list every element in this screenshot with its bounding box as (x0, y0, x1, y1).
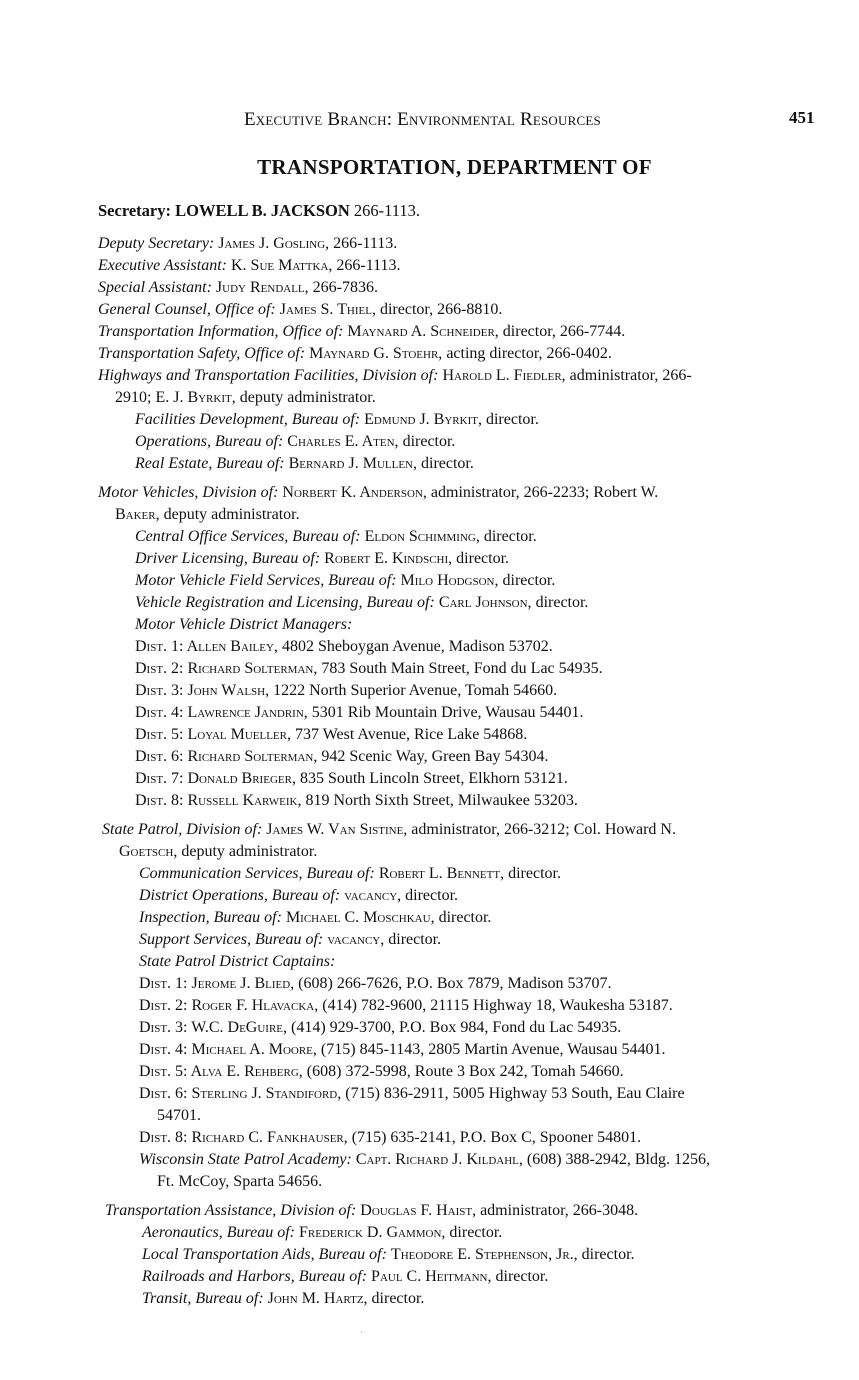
office-title: Transportation Assistance, Division of: (105, 1202, 357, 1219)
directory-line (98, 387, 816, 409)
directory-line (98, 299, 816, 321)
directory-line (98, 453, 816, 475)
directory-line (98, 746, 816, 768)
directory-line (98, 570, 816, 592)
details: 266-1113. (336, 257, 401, 274)
directory-line (98, 365, 816, 387)
person-name: Dist. 3: John Walsh, (135, 682, 270, 699)
details: 942 Scenic Way, Green Bay 54304. (321, 748, 549, 765)
secretary-name: Secretary: LOWELL B. JACKSON (98, 201, 350, 220)
details: 737 West Avenue, Rice Lake 54868. (295, 726, 528, 743)
details: administrator, 266-3048. (480, 1202, 639, 1219)
office-title: Driver Licensing, Bureau of: (135, 550, 321, 567)
page-number: 451 (789, 108, 815, 127)
details: (715) 635-2141, P.O. Box C, Spooner 54801. (351, 1129, 642, 1146)
details: (608) 388-2942, Bldg. 1256, (526, 1151, 710, 1168)
details: director, 266-8810. (379, 301, 503, 318)
details: deputy administrator. (181, 843, 318, 860)
directory-line (98, 790, 816, 812)
details: (715) 836-2911, 5005 Highway 53 South, Eau Claire (345, 1085, 685, 1102)
person-name: Dist. 4: Lawrence Jandrin, (135, 704, 308, 721)
directory-line (98, 929, 816, 951)
details: 1222 North Superior Avenue, Tomah 54660. (273, 682, 558, 699)
directory-line (98, 841, 816, 863)
section-gap (98, 475, 816, 482)
secretary-phone: 266-1113. (353, 201, 421, 220)
details: 54701. (157, 1107, 201, 1124)
person-name: John M. Hartz, (267, 1290, 368, 1307)
person-name: Dist. 1: Allen Bailey, (135, 638, 278, 655)
person-name: James W. Van Sistine, (266, 821, 408, 838)
directory-line (98, 409, 816, 431)
person-name: Carl Johnson, (438, 594, 532, 611)
person-name: Dist. 8: Richard C. Fankhauser, (139, 1129, 348, 1146)
person-name: Maynard A. Schneider, (347, 323, 499, 340)
details: 266-7836. (312, 279, 378, 296)
person-name: Charles E. Aten, (287, 433, 399, 450)
office-title: Operations, Bureau of: (135, 433, 284, 450)
person-name: Dist. 6: Richard Solterman, (135, 748, 318, 765)
details: director. (535, 594, 589, 611)
person-name: vacancy, (327, 931, 385, 948)
directory-line (98, 321, 816, 343)
directory-line (98, 702, 816, 724)
office-title: District Operations, Bureau of: (139, 887, 341, 904)
person-name: Eldon Schimming, (364, 528, 480, 545)
details: 4802 Sheboygan Avenue, Madison 53702. (281, 638, 553, 655)
office-title: Motor Vehicles, Division of: (98, 484, 279, 501)
running-head-section: Environmental Resources (397, 109, 601, 130)
directory-line (98, 526, 816, 548)
person-name: Dist. 2: Roger F. Hlavacka, (139, 997, 319, 1014)
person-name: Douglas F. Haist, (360, 1202, 477, 1219)
office-title: Motor Vehicle Field Services, Bureau of: (135, 572, 397, 589)
office-title: Support Services, Bureau of: (139, 931, 324, 948)
person-name: 2910; E. J. Byrkit, (115, 389, 236, 406)
details: (414) 782-9600, 21115 Highway 18, Waukesha 53187. (322, 997, 673, 1014)
person-name: Milo Hodgson, (400, 572, 499, 589)
details: director. (371, 1290, 425, 1307)
details: Ft. McCoy, Sparta 54656. (157, 1173, 323, 1190)
running-head (244, 109, 601, 131)
directory-line (98, 277, 816, 299)
details: administrator, 266-3212; Col. Howard N. (411, 821, 676, 838)
directory-line (98, 482, 816, 504)
person-name: Dist. 4: Michael A. Moore, (139, 1041, 317, 1058)
directory-line (98, 548, 816, 570)
office-title: Executive Assistant: (98, 257, 227, 274)
person-name: James J. Gosling, (218, 235, 330, 252)
directory-line (98, 233, 816, 255)
office-title: Motor Vehicle District Managers: (135, 616, 353, 633)
directory-line (98, 995, 816, 1017)
office-title: Deputy Secretary: (98, 235, 215, 252)
office-title: Inspection, Bureau of: (139, 909, 282, 926)
office-title: Transportation Safety, Office of: (98, 345, 306, 362)
directory-line (98, 504, 816, 526)
person-name: Robert E. Kindschi, (324, 550, 453, 567)
directory-line (98, 636, 816, 658)
person-name: Edmund J. Byrkit, (364, 411, 482, 428)
details: director. (485, 411, 539, 428)
directory-line (98, 1244, 816, 1266)
office-title: Highways and Transportation Facilities, Division of: (98, 367, 439, 384)
details: 835 South Lincoln Street, Elkhorn 53121. (299, 770, 568, 787)
directory-line (98, 614, 816, 636)
directory-line (98, 1017, 816, 1039)
details: director. (483, 528, 537, 545)
person-name: Dist. 1: Jerome J. Blied, (139, 975, 295, 992)
person-name: Judy Rendall, (215, 279, 309, 296)
directory-line (98, 973, 816, 995)
office-title: State Patrol District Captains: (139, 953, 336, 970)
person-name: Dist. 7: Donald Brieger, (135, 770, 296, 787)
directory-line (98, 1061, 816, 1083)
directory-line (98, 1222, 816, 1244)
directory-line (98, 1266, 816, 1288)
person-name: Robert L. Bennett, (378, 865, 505, 882)
directory-line (98, 680, 816, 702)
directory-line (98, 1288, 816, 1310)
section-gap (98, 812, 816, 819)
details: director. (402, 433, 456, 450)
details: deputy administrator. (163, 506, 300, 523)
details: director. (581, 1246, 635, 1263)
details: 783 South Main Street, Fond du Lac 54935. (321, 660, 603, 677)
details: director. (508, 865, 561, 882)
office-title: Central Office Services, Bureau of: (135, 528, 361, 545)
person-name: Dist. 5: Alva E. Rehberg, (139, 1063, 303, 1080)
office-title: Special Assistant: (98, 279, 212, 296)
directory-line (98, 907, 816, 929)
office-title: Communication Services, Bureau of: (139, 865, 375, 882)
directory-line (98, 592, 816, 614)
details: (715) 845-1143, 2805 Martin Avenue, Wausau 54401. (320, 1041, 666, 1058)
person-name: Michael C. Moschkau, (285, 909, 435, 926)
directory-line (98, 255, 816, 277)
directory-line (98, 658, 816, 680)
directory-line (98, 951, 816, 973)
person-name: Harold L. Fiedler, (442, 367, 566, 384)
directory-line (98, 1149, 816, 1171)
person-name: Baker, (115, 506, 160, 523)
details: director. (405, 887, 459, 904)
secretary-line (98, 201, 420, 221)
directory-line (98, 863, 816, 885)
person-name: Theodore E. Stephenson, Jr., (390, 1246, 578, 1263)
details: (414) 929-3700, P.O. Box 984, Fond du Lac 54935. (291, 1019, 622, 1036)
person-name: vacancy, (344, 887, 402, 904)
office-title: Railroads and Harbors, Bureau of: (142, 1268, 368, 1285)
details: deputy administrator. (239, 389, 376, 406)
details: director, 266-7744. (502, 323, 626, 340)
directory-line (98, 1083, 816, 1105)
person-name: Goetsch, (119, 843, 178, 860)
directory-line (98, 1171, 816, 1193)
details: 5301 Rib Mountain Drive, Wausau 54401. (311, 704, 584, 721)
person-name: Dist. 5: Loyal Mueller, (135, 726, 291, 743)
directory-line (98, 885, 816, 907)
details: 266-1113. (333, 235, 398, 252)
directory-body (98, 233, 816, 1310)
person-name: Dist. 6: Sterling J. Standiford, (139, 1085, 342, 1102)
office-title: Real Estate, Bureau of: (135, 455, 285, 472)
details: acting director, 266-0402. (446, 345, 612, 362)
office-title: State Patrol, Division of: (102, 821, 263, 838)
directory-line (98, 343, 816, 365)
person-name: Paul C. Heitmann, (371, 1268, 492, 1285)
details: administrator, 266- (569, 367, 692, 384)
person-name: James S. Thiel, (279, 301, 376, 318)
details: (608) 266-7626, P.O. Box 7879, Madison 53707. (298, 975, 612, 992)
person-name: Maynard G. Stoehr, (309, 345, 443, 362)
person-name: Norbert K. Anderson, (282, 484, 427, 501)
directory-line (98, 724, 816, 746)
directory-line (98, 1127, 816, 1149)
office-title: Transportation Information, Office of: (98, 323, 344, 340)
details: director. (456, 550, 510, 567)
details: director. (449, 1224, 503, 1241)
details: director. (421, 455, 474, 472)
person-name: Dist. 3: W.C. DeGuire, (139, 1019, 288, 1036)
directory-line (98, 1200, 816, 1222)
office-title: Wisconsin State Patrol Academy: (139, 1151, 352, 1168)
directory-line (98, 1105, 816, 1127)
page-title: TRANSPORTATION, DEPARTMENT OF (257, 155, 652, 179)
office-title: Local Transportation Aids, Bureau of: (142, 1246, 387, 1263)
details: administrator, 266-2233; Robert W. (430, 484, 659, 501)
directory-line (98, 1039, 816, 1061)
section-gap (98, 1193, 816, 1200)
office-title: Aeronautics, Bureau of: (142, 1224, 296, 1241)
directory-line (98, 768, 816, 790)
office-title: Facilities Development, Bureau of: (135, 411, 361, 428)
person-name: Dist. 8: Russell Karweik, (135, 792, 302, 809)
details: director. (495, 1268, 549, 1285)
person-name: Dist. 2: Richard Solterman, (135, 660, 318, 677)
person-name: Bernard J. Mullen, (288, 455, 417, 472)
details: (608) 372-5998, Route 3 Box 242, Tomah 54660. (306, 1063, 624, 1080)
directory-line (98, 819, 816, 841)
scan-speck: · (360, 1328, 364, 1339)
running-head-prefix: Executive Branch: (244, 109, 393, 130)
office-title: Transit, Bureau of: (142, 1290, 264, 1307)
office-title: General Counsel, Office of: (98, 301, 276, 318)
person-name: K. Sue Mattka, (231, 257, 333, 274)
details: 819 North Sixth Street, Milwaukee 53203. (305, 792, 578, 809)
person-name: Frederick D. Gammon, (299, 1224, 446, 1241)
details: director. (438, 909, 492, 926)
person-name: Capt. Richard J. Kildahl, (355, 1151, 523, 1168)
details: director. (502, 572, 556, 589)
office-title: Vehicle Registration and Licensing, Bureau of: (135, 594, 435, 611)
details: director. (388, 931, 442, 948)
directory-line (98, 431, 816, 453)
